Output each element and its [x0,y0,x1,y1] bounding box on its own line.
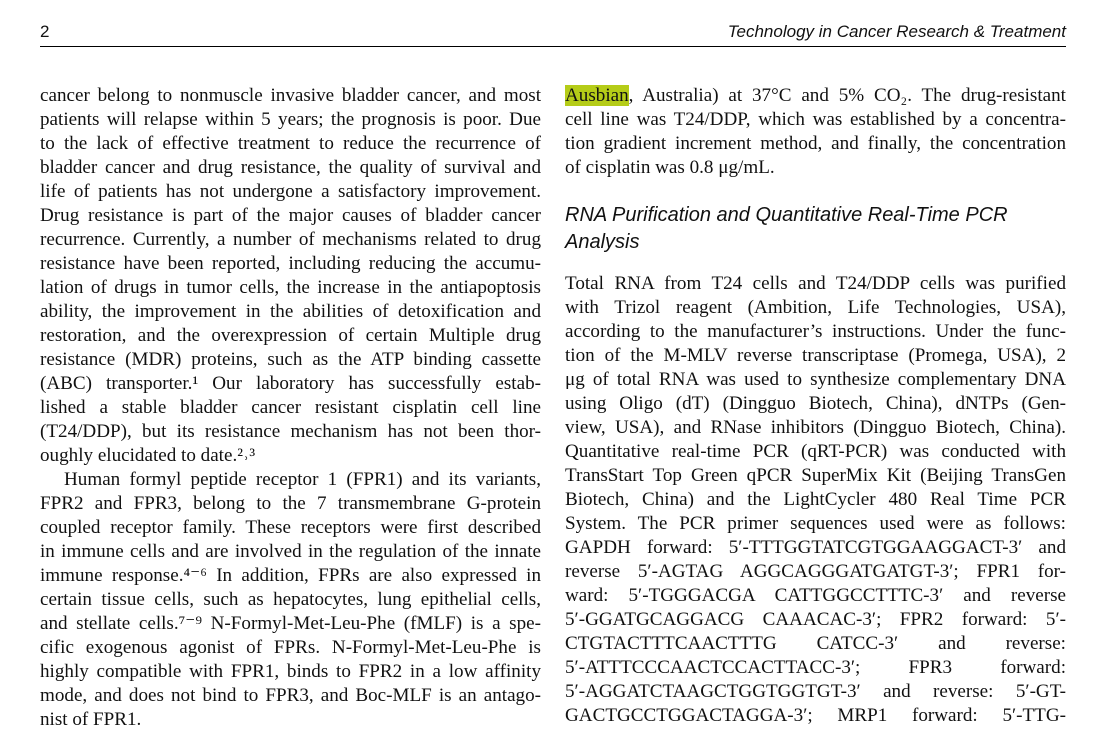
text-line: ward: 5′-TGGGACGA CATTGGCCTTTC-3′ and reverse [565,585,1066,606]
text-line: according to the manufacturer’s instructions. Under the func- [565,321,1066,342]
text-line: and stellate cells.⁷⁻⁹ N-Formyl-Met-Leu-Phe (fMLF) is a spe- [40,613,541,634]
text-line: Biotech, China) and the LightCycler 480 Real Time PCR [565,489,1066,510]
text-line: coupled receptor family. These receptors were first described [40,517,541,538]
running-head [40,20,1066,47]
text-line: recurrence. Currently, a number of mechanisms related to drug [40,229,541,250]
journal-title: Technology in Cancer Research & Treatment [727,22,1066,41]
text-line: GACTGCCTGGACTAGGA-3′; MRP1 forward: 5′-TTG- [565,705,1066,726]
text-line: ability, the improvement in the abilities of detoxification and [40,301,541,322]
text-line: to the lack of effective treatment to reduce the recurrence of [40,133,541,154]
section-heading-line: Analysis [565,231,640,253]
text-line: cancer belong to nonmuscle invasive bladder cancer, and most [40,85,541,106]
text-fragment: , Australia) at 37°C and 5% CO₂. The drug-resistant [628,85,1066,106]
text-line: (ABC) transporter.¹ Our laboratory has successfully estab- [40,373,541,394]
text-line: cell line was T24/DDP, which was established by a concentra- [565,109,1066,130]
text-line: resistance have been reported, including reducing the accumu- [40,253,541,274]
text-line: FPR2 and FPR3, belong to the 7 transmembrane G-protein [40,493,541,514]
page-number: 2 [40,22,50,41]
text-line: 5′-ATTTCCCAACTCCACTTACC-3′; FPR3 forward: [565,657,1066,678]
text-line: resistance (MDR) proteins, such as the ATP binding cassette [40,349,541,370]
text-line: with Trizol reagent (Ambition, Life Technologies, USA), [565,297,1066,318]
text-line: GAPDH forward: 5′-TTTGGTATCGTGGAAGGACT-3′ and [565,537,1066,558]
text-line: using Oligo (dT) (Dingguo Biotech, China), dNTPs (Gen- [565,393,1066,414]
text-line: bladder cancer and drug resistance, the quality of survival and [40,157,541,178]
text-line: nist of FPR1. [40,709,142,730]
text-line: immune response.⁴⁻⁶ In addition, FPRs are also expressed in [40,565,541,586]
text-line: lation of drugs in tumor cells, the increase in the antiapoptosis [40,277,541,298]
section-heading [565,202,1066,256]
text-line: restoration, and the overexpression of certain Multiple drug [40,325,541,346]
right-column [565,84,1066,726]
text-line: tion of the M-MLV reverse transcriptase (Promega, USA), 2 [565,345,1066,366]
text-line: view, USA), and RNase inhibitors (Dingguo Biotech, China). [565,417,1066,438]
text-line: Human formyl peptide receptor 1 (FPR1) and its variants, [64,469,541,490]
text-line: certain tissue cells, such as hepatocytes, lung epithelial cells, [40,589,541,610]
left-column [40,84,541,730]
text-line: highly compatible with FPR1, binds to FPR2 in a low affinity [40,661,541,682]
text-line: cific exogenous agonist of FPRs. N-Formyl-Met-Leu-Phe is [40,637,541,658]
text-line: Drug resistance is part of the major causes of bladder cancer [40,205,541,226]
text-line: Total RNA from T24 cells and T24/DDP cells was purified [565,273,1066,294]
text-line: life of patients has not undergone a satisfactory improvement. [40,181,541,202]
text-line: mode, and does not bind to FPR3, and Boc-MLF is an antago- [40,685,541,706]
text-line: in immune cells and are involved in the regulation of the innate [40,541,541,562]
text-line: 5′-AGGATCTAAGCTGGTGGTGT-3′ and reverse: 5′-GT- [565,681,1066,702]
highlighted-word[interactable]: Ausbian [565,85,629,106]
text-line: tion gradient increment method, and finally, the concentration [565,133,1066,154]
text-line: TransStart Top Green qPCR SuperMix Kit (Beijing TransGen [565,465,1066,486]
text-line: Quantitative real-time PCR (qRT-PCR) was conducted with [565,441,1066,462]
text-line: lished a stable bladder cancer resistant cisplatin cell line [40,397,541,418]
text-line: System. The PCR primer sequences used were as follows: [565,513,1066,534]
section-heading-line: RNA Purification and Quantitative Real-Time PCR [565,204,1008,226]
text-line: μg of total RNA was used to synthesize complementary DNA [565,369,1066,390]
text-line: (T24/DDP), but its resistance mechanism has not been thor- [40,421,541,442]
text-line: CTGTACTTTCAACTTTG CATCC-3′ and reverse: [565,633,1066,654]
text-line [565,84,1066,108]
text-line: 5′-GGATGCAGGACG CAAACAC-3′; FPR2 forward: 5′- [565,609,1066,630]
text-line: reverse 5′-AGTAG AGGCAGGGATGATGT-3′; FPR1 for- [565,561,1066,582]
text-line: oughly elucidated to date.²˒³ [40,445,256,466]
text-line: of cisplatin was 0.8 μg/mL. [565,157,775,178]
text-line: patients will relapse within 5 years; the prognosis is poor. Due [40,109,541,130]
